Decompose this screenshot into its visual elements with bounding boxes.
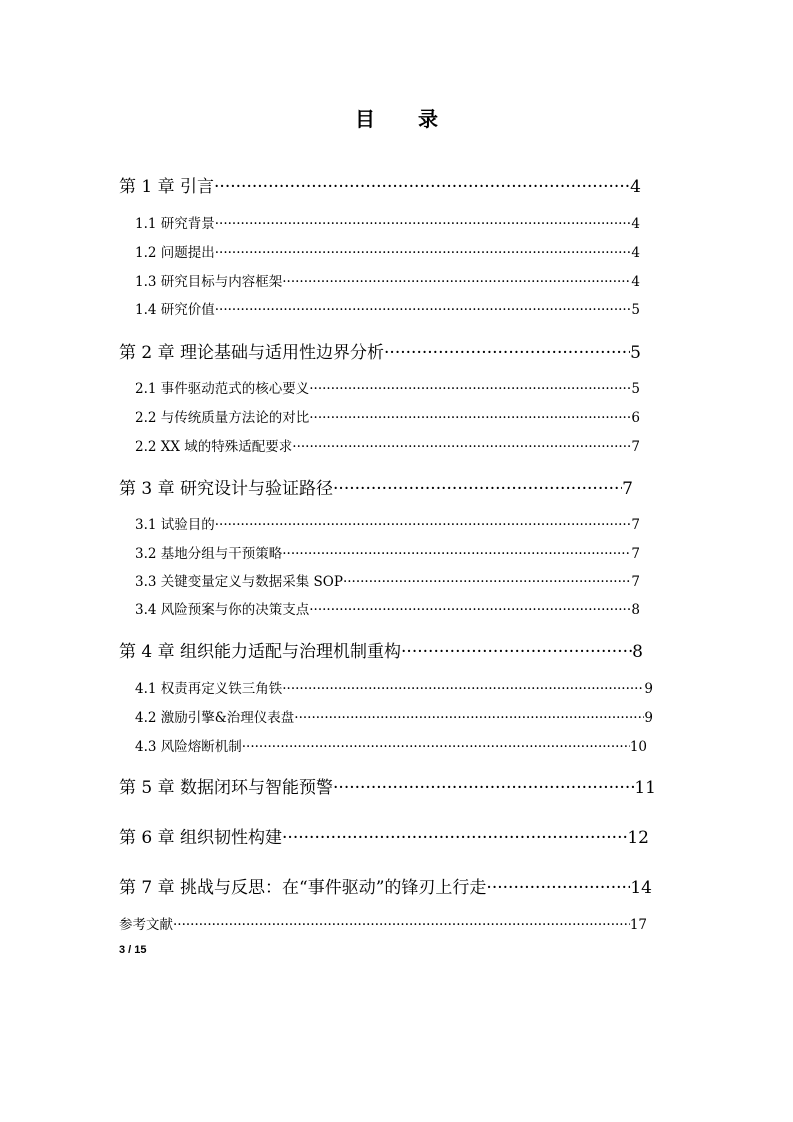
leader-dots [401,642,632,662]
leader-dots [384,343,630,363]
toc-entry-page: 5 [631,381,640,397]
toc-entry-page: 11 [634,778,656,798]
toc-entry-page: 4 [631,216,640,232]
toc-entry-page: 14 [630,878,652,898]
toc-entry-page: 7 [622,479,633,499]
toc-entry-chapter-4[interactable] [119,637,643,662]
leader-dots [215,517,632,533]
toc-entry-label: 1.4 研究价值 [135,302,215,318]
toc-entry-section-2-2[interactable] [135,406,640,426]
toc-entry-label: 2.1 事件驱动范式的核心要义 [135,381,310,397]
toc-entry-label: 4.2 激励引擎&治理仪表盘 [135,710,295,726]
toc-entry-page: 9 [644,681,653,697]
toc-entry-label: 第 7 章 挑战与反思：在“事件驱动”的锋刃上行走 [119,878,487,898]
toc-entry-label: 第 2 章 理论基础与适用性边界分析 [119,343,385,363]
toc-entry-page: 4 [631,274,640,290]
toc-entry-page: 12 [627,828,649,848]
toc-entry-page: 9 [644,710,653,726]
toc-entry-chapter-2[interactable] [119,338,641,363]
toc-entry-page: 4 [631,245,640,261]
toc-entry-section-4-1[interactable] [135,677,653,697]
toc-entry-section-3-3[interactable] [135,570,640,590]
leader-dots [214,177,630,197]
toc-entry-references[interactable] [119,913,647,933]
toc-entry-page: 7 [631,517,640,533]
leader-dots [282,828,627,848]
toc-entry-section-1-3[interactable] [135,270,640,290]
toc-entry-label: 3.2 基地分组与干预策略 [135,546,283,562]
leader-dots [333,479,622,499]
toc-entry-page: 7 [631,546,640,562]
leader-dots [282,274,631,290]
toc-entry-label: 1.2 问题提出 [135,245,215,261]
toc-entry-chapter-7[interactable] [119,873,652,898]
toc-entry-label: 2.2 XX 域的特殊适配要求 [135,439,293,455]
toc-entry-label: 1.1 研究背景 [135,216,215,232]
toc-entry-label: 参考文献 [119,917,173,933]
toc-entry-label: 第 5 章 数据闭环与智能预警 [119,778,334,798]
page-indicator: 3 / 15 [119,944,147,956]
toc-entry-label: 3.4 风险预案与你的决策支点 [135,602,310,618]
toc-entry-label: 1.3 研究目标与内容框架 [135,274,283,290]
toc-entry-label: 第 1 章 引言 [119,177,215,197]
toc-entry-label: 第 6 章 组织韧性构建 [119,828,283,848]
leader-dots [292,439,631,455]
toc-entry-section-4-3[interactable] [135,735,647,755]
toc-entry-page: 7 [631,439,640,455]
toc-entry-section-3-1[interactable] [135,513,640,533]
toc-entry-section-2-3[interactable] [135,435,640,455]
toc-entry-label: 4.3 风险熔断机制 [135,739,242,755]
leader-dots [343,574,631,590]
toc-title: 目 录 [355,107,456,131]
toc-entry-page: 10 [629,739,647,755]
leader-dots [309,381,631,397]
toc-entry-section-1-2[interactable] [135,241,640,261]
toc-entry-page: 4 [630,177,641,197]
leader-dots [242,739,630,755]
toc-entry-label: 3.1 试验目的 [135,517,215,533]
toc-entry-page: 7 [631,574,640,590]
toc-entry-chapter-3[interactable] [119,474,633,499]
leader-dots [282,681,644,697]
toc-entry-section-2-1[interactable] [135,377,640,397]
leader-dots [215,302,632,318]
leader-dots [486,878,630,898]
toc-entry-section-1-1[interactable] [135,212,640,232]
toc-entry-page: 5 [630,343,641,363]
toc-entry-page: 5 [631,302,640,318]
leader-dots [215,216,632,232]
leader-dots [333,778,634,798]
leader-dots [173,917,630,933]
leader-dots [294,710,644,726]
toc-entry-chapter-5[interactable] [119,773,656,798]
toc-entry-label: 4.1 权责再定义铁三角铁 [135,681,283,697]
toc-entry-chapter-1[interactable] [119,172,641,197]
toc-entry-page: 8 [631,602,640,618]
toc-entry-page: 17 [629,917,647,933]
toc-entry-section-3-4[interactable] [135,598,640,618]
toc-entry-chapter-6[interactable] [119,823,649,848]
leader-dots [282,546,631,562]
leader-dots [309,410,631,426]
toc-entry-section-4-2[interactable] [135,706,653,726]
toc-entry-page: 8 [632,642,643,662]
leader-dots [215,245,632,261]
toc-entry-section-3-2[interactable] [135,542,640,562]
toc-entry-label: 第 4 章 组织能力适配与治理机制重构 [119,642,402,662]
toc-entry-label: 第 3 章 研究设计与验证路径 [119,479,334,499]
toc-entry-label: 2.2 与传统质量方法论的对比 [135,410,310,426]
leader-dots [309,602,631,618]
toc-entry-page: 6 [631,410,640,426]
toc-entry-label: 3.3 关键变量定义与数据采集 SOP [135,574,343,590]
toc-entry-section-1-4[interactable] [135,298,640,318]
